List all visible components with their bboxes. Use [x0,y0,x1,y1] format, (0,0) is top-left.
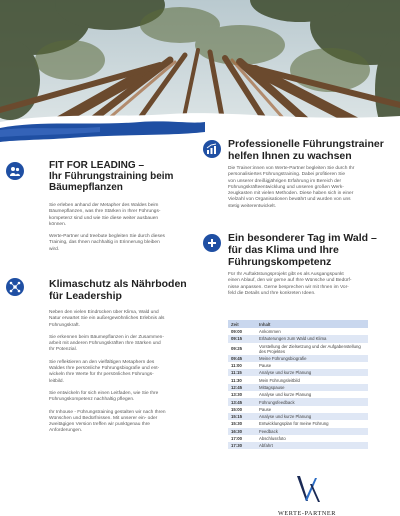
text-line: feld die Details und Ihre konkreten Ideen. [228,290,316,296]
time-cell: 13:45 [228,398,256,405]
table-row [228,391,368,398]
werte-partner-logo-icon [293,474,321,504]
text-line: Führungskräfteentwicklung und unseren großen Werk- [228,184,344,190]
waldtag-text [228,272,394,297]
content-cell: Erläuterungen zum Wald und Klima [256,335,368,342]
content-cell: Mittagspause [256,384,368,391]
time-cell: 09:00 [231,329,242,335]
time-cell: 09:45 [228,355,256,362]
klimaschutz-heading [49,278,199,302]
table-row [228,335,368,342]
text-line: nisse anpassen. Gerne besprechen wir mit Ihnen im Vor- [228,284,349,290]
text-line: Führungskraft. [49,322,80,328]
trainer-heading [228,138,398,162]
content-cell: Analyse und kurze Planung [256,413,368,420]
schedule-table [228,320,368,449]
heading-line: Klimaschutz als Nährboden [49,278,187,290]
text-line: Neben den vielen Eindrücken über Klima, Wald und [49,310,159,315]
text-line: kompetenz sind und wie Sie diese weiter ausbauen [49,215,159,221]
table-header-row [228,320,368,328]
werte-partner-logo [275,474,339,516]
time-cell: 15:00 [231,406,242,412]
heading-line: Führungskompetenz [228,256,332,268]
waldtag-heading [228,232,398,268]
schedule-table-wrapper [228,320,368,449]
text-line: zeugkasten mit vielen Methoden. Diese haben sich in einer [228,191,354,197]
content-cell: Analyse und kurze Planung [256,369,368,376]
text-line: wird. [49,246,60,252]
content-cell: Führungsfeedback [256,398,368,405]
text-line: Anforderungen. [49,428,83,434]
text-line: personalisiertes Führungstraining. Dabei profitieren Sie [228,172,346,178]
content-cell: Vorstellung der Zielsetzung und der Aufgabenstellung des Projektes [259,343,361,354]
fit-for-leading-text [49,203,189,253]
text-line: Ihr Inhouse - Führungstraining gestalten wir nach Ihren [49,409,166,415]
content-cell: Analyse und kurze Planung [259,392,312,398]
network-icon [6,278,24,296]
table-row [228,369,368,376]
table-row [228,343,368,355]
table-row [228,442,368,449]
text-line: wickeln Ihre Werte für Ihr persönliches Führungs- [49,372,154,378]
heading-line: Ein besonderer Tag im Wald – [228,232,377,244]
text-line: Ihr Potenzial. [49,347,77,353]
heading-line: Bäumepflanzen [49,182,123,193]
text-line: Sie erkennen beim Bäumepflanzen in der Zusammen- [49,334,164,340]
text-line: Sie reflektieren an den vielfältigen Metaphern des [49,359,155,365]
table-row [228,420,368,427]
klimaschutz-text [49,310,191,435]
text-line: von unserer dreißigjährigen Erfahrung im Bereich der [228,178,342,184]
column-header: Zeit [228,320,256,328]
content-cell: Mein Führungsleitbild [259,377,300,383]
text-line: Natur erwartet Sie ein außergewöhnliches Erlebnis als [49,316,165,322]
table-row [228,328,368,335]
content-cell: Entwicklungsplan für meine Führung [259,421,329,427]
text-line: Vielzahl von Organisationen bewährt und wurden von uns [228,197,351,203]
heading-line: helfen Ihnen zu wachsen [228,150,352,162]
content-cell: Pause [259,363,272,369]
table-row [228,406,368,413]
time-cell: 11:15 [228,369,256,376]
growth-chart-icon [203,140,221,158]
table-row [228,355,368,362]
text-line: Werte-Partner und treebute begleiten Sie durch dieses [49,234,165,240]
table-row [228,384,368,391]
time-cell: 15:30 [231,421,242,427]
time-cell: 15:15 [228,413,256,420]
text-line: einen Ablauf, den wir gerne auf Ihre Wünsche und Bedürf- [228,278,352,284]
text-line: Führungskompetenz nachhaltig pflegen. [49,397,135,403]
time-cell: 13:30 [231,392,242,398]
column-header: Inhalt [256,320,368,328]
text-line: arbeit mit anderen Führungskräften Ihre Stärken und [49,341,161,347]
table-row [228,435,368,442]
plus-icon [203,234,221,252]
time-cell: 16:30 [228,428,256,435]
text-line: leitbild. [49,378,64,384]
text-line: Für Ihr Auftaktstungsprojekt gibt es als Ausgangspunkt [228,272,344,277]
table-row [228,428,368,435]
time-cell: 11:30 [231,377,242,383]
content-cell: Abschlussfoto [259,436,286,441]
text-line: zweitägigen Version treffen wir punktgenau Ihre [49,422,150,428]
time-cell: 17:00 [231,436,242,441]
heading-line: Ihr Führungstraining beim [49,171,174,182]
heading-line: für das Klima und Ihre [228,244,339,256]
text-line: Waldes Ihre persönliche Führungsbiografie und ent- [49,366,160,372]
text-line: Wünschen und Bedürfnissen. Mit unserer ein- oder [49,415,158,421]
heading-line: FIT FOR LEADING – [49,160,144,171]
logo-wordmark: WERTE-PARTNER [277,510,337,516]
content-cell: Pause [259,406,272,412]
time-cell: 12:45 [228,384,256,391]
time-cell: 09:15 [228,335,256,342]
content-cell: Abfahrt [256,442,368,449]
people-icon [6,162,24,180]
text-line: können. [49,221,67,227]
content-cell: Ankommen [259,329,281,335]
content-cell: Meine Führungsbiografie [256,355,368,362]
heading-line: für Leadership [49,290,122,302]
table-row [228,398,368,405]
text-line: Bäumepflanzen, was Ihre Stärken in Ihrer Führungs- [49,209,161,215]
table-row [228,413,368,420]
text-line: Training, das Ihnen nachhaltig in Erinnerung bleiben [49,240,160,246]
table-row [228,362,368,369]
heading-line: Professionelle Führungstrainer [228,138,384,150]
text-line: Die Trainer:innen von Werte-Partner begleiten Sie durch Ihr [228,166,355,171]
trainer-text [228,166,394,210]
fit-for-leading-heading [49,160,179,193]
text-line: Sie erleben anhand der Metapher des Waldes beim [49,203,159,208]
time-cell: 11:00 [231,363,242,369]
table-row [228,376,368,383]
text-line: stetig weiterentwickelt. [228,203,276,209]
time-cell: 17:30 [228,442,256,449]
time-cell: 09:25 [231,346,242,352]
text-line: Sie entwickeln für sich einen Leitfaden, wie Sie Ihre [49,390,159,396]
content-cell: Feedback [256,428,368,435]
